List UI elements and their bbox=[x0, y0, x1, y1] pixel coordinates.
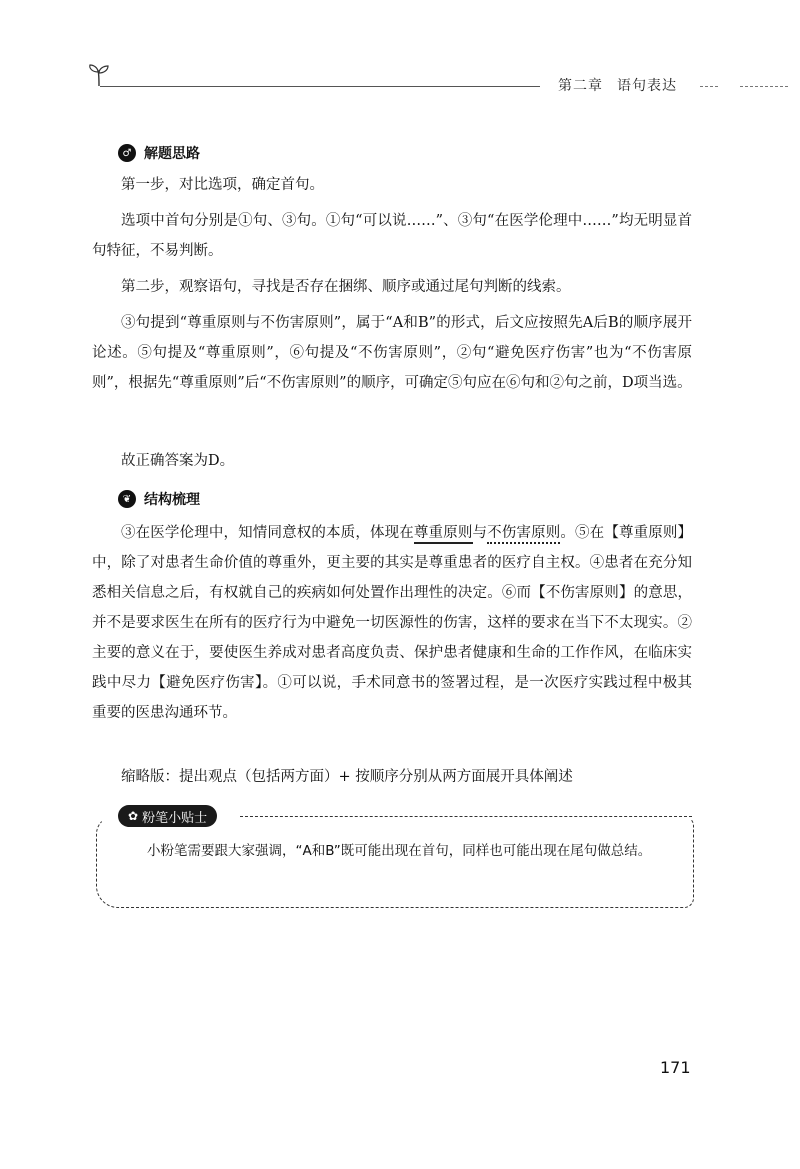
header-dots bbox=[740, 86, 788, 87]
analysis-step1: 第一步，对比选项，确定首句。 bbox=[121, 177, 324, 193]
tip-box-top bbox=[240, 816, 692, 817]
structure-text-before: ③在医学伦理中，知情同意权的本质，体现在 bbox=[121, 525, 414, 541]
running-header bbox=[552, 75, 683, 95]
tip-text: 小粉笔需要跟大家强调，“A和B”既可能出现在首句，同样也可能出现在尾句做总结。 bbox=[147, 843, 652, 859]
header-dots bbox=[700, 86, 718, 87]
structure-text-after: 。⑤在【尊重原则】中，除了对患者生命价值的尊重外，更主要的其实是尊重患者的医疗自主权。④患者在充分知悉相关信息之后，有权就自己的疾病如何处置作出理性的决定。⑥而【不伤害原则】的意思，并不是要求医生在所有的医疗行为中避免一切医源性的伤害，这样的要求在当下不太现实。②主要的意义在于，要使医生养成对患者高度负责、保护患者健康和生命的工作作风，在临床实践中尽力【避免医疗伤害】。①可以说，手术同意书的签署过程，是一次医疗实践过程中极其重要的医患沟通环节。 bbox=[92, 525, 693, 721]
term-respect: 尊重原则 bbox=[414, 525, 473, 544]
analysis-step2-detail: ③句提到“尊重原则与不伤害原则”，属于“A和B”的形式，后文应按照先A后B的顺序展开论述。⑤句提及“尊重原则”，⑥句提及“不伤害原则”，②句“避免医疗伤害”也为“不伤害原则”，根据先“尊重原则”后“不伤害原则”的顺序，可确定⑤句应在⑥句和②句之前，D项当选。 bbox=[92, 315, 692, 391]
structure-heading bbox=[118, 489, 200, 509]
analysis-step2: 第二步，观察语句，寻找是否存在捆绑、顺序或通过尾句判断的线索。 bbox=[121, 279, 571, 295]
analysis-icon: ♂ bbox=[118, 144, 136, 162]
analysis-step1-detail: 选项中首句分别是①句、③句。①句“可以说……”、③句“在医学伦理中……”均无明显首句特征，不易判断。 bbox=[92, 213, 692, 259]
chapter-label: 第二章 bbox=[558, 78, 603, 94]
analysis-heading bbox=[118, 143, 200, 163]
structure-summary: 缩略版：提出观点（包括两方面）+ 按顺序分别从两方面展开具体阐述 bbox=[121, 769, 573, 785]
structure-conj: 与 bbox=[472, 525, 488, 541]
section-label: 语句表达 bbox=[617, 78, 677, 94]
tip-label bbox=[118, 805, 217, 827]
structure-text bbox=[92, 518, 692, 728]
analysis-answer: 故正确答案为D。 bbox=[121, 453, 235, 469]
analysis-heading-text: 解题思路 bbox=[144, 146, 200, 162]
tip-label-text: 粉笔小贴士 bbox=[142, 810, 208, 826]
page-number: 171 bbox=[660, 1058, 691, 1077]
structure-icon: ❦ bbox=[118, 490, 136, 508]
sprout-small-icon: ✿ bbox=[128, 809, 139, 823]
term-no-harm: 不伤害原则 bbox=[487, 525, 560, 544]
header-rule bbox=[100, 86, 540, 87]
structure-heading-text: 结构梳理 bbox=[144, 492, 200, 508]
sprout-icon bbox=[86, 62, 112, 88]
